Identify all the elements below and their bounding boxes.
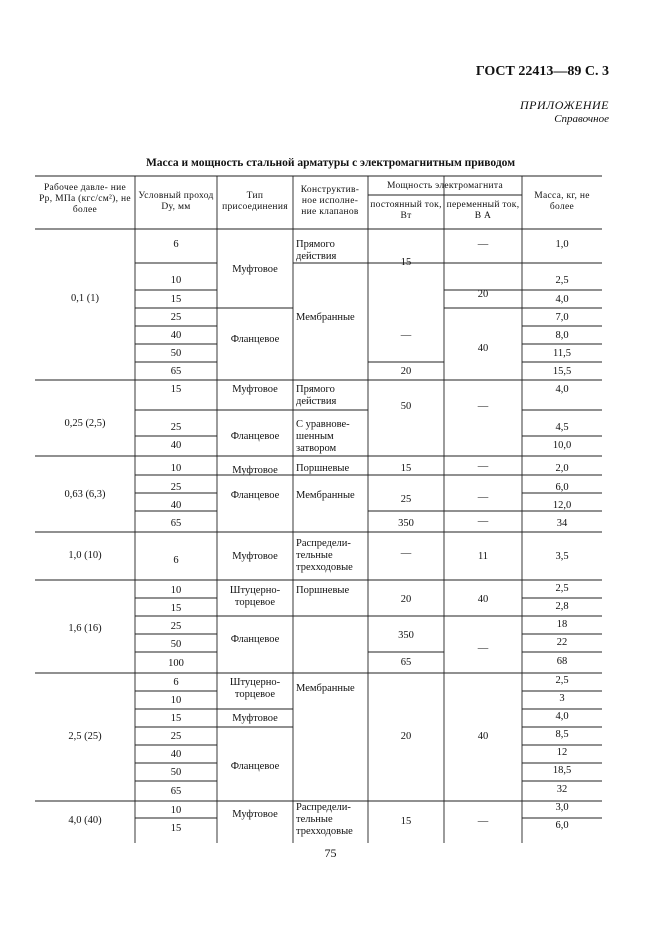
table-cell: — [477, 816, 489, 827]
table-cell: 3 [559, 693, 565, 704]
header-connection: Тип присоединения [222, 191, 288, 212]
table-cell: 4,0 (40) [68, 815, 102, 826]
table-cell: 25 [170, 731, 182, 742]
table-cell: 2,0 [555, 463, 569, 474]
table-cell: 40 [170, 749, 182, 760]
table-cell: 15 [170, 294, 182, 305]
page-header: ГОСТ 22413—89 С. 3 [475, 64, 609, 79]
table-cell: 50 [400, 401, 412, 412]
table-cell: Муфтовое [232, 384, 278, 395]
table-cell: Распредели- тельные трехходовые [296, 538, 353, 573]
table-cell: 2,8 [555, 601, 569, 612]
table-cell: 25 [170, 312, 182, 323]
table-cell: 7,0 [555, 312, 569, 323]
table-cell: Мембранные [296, 312, 355, 323]
table-cell: 12,0 [552, 500, 572, 511]
table-cell: 4,0 [555, 384, 569, 395]
table-cell: 50 [170, 767, 182, 778]
table-cell: 6 [173, 677, 179, 688]
table-cell: Муфтовое [232, 713, 278, 724]
table-cell: 25 [170, 621, 182, 632]
table-cell: 2,5 [555, 275, 569, 286]
table-cell: 10 [170, 275, 182, 286]
table-cell: 40 [477, 731, 489, 742]
table-cell: — [477, 492, 489, 503]
table-cell: 15,5 [552, 366, 572, 377]
table-cell: 11,5 [553, 348, 571, 359]
table-cell: 18 [556, 619, 568, 630]
table-cell: 65 [400, 657, 412, 668]
table-cell: 0,1 (1) [71, 293, 99, 304]
table-cell: 10 [170, 695, 182, 706]
table-cell: 25 [170, 482, 182, 493]
header-design: Конструктив- ное исполне- ние клапанов [300, 185, 360, 217]
table-cell: 15 [170, 384, 182, 395]
table-cell: 25 [170, 422, 182, 433]
table-cell: Мембранные [296, 490, 355, 501]
table-cell: 350 [398, 518, 414, 529]
table-cell: 40 [170, 500, 182, 511]
table-cell: 65 [170, 786, 182, 797]
table-cell: Распредели- тельные трехходовые [296, 802, 353, 837]
table-cell: Муфтовое [232, 809, 278, 820]
table-cell: 50 [170, 639, 182, 650]
table-cell: 15 [400, 463, 412, 474]
table-cell: 34 [556, 518, 568, 529]
header-power: Мощность электромагнита [387, 181, 503, 191]
table-cell: 6 [173, 239, 179, 250]
table-cell: Фланцевое [230, 431, 280, 442]
table-cell: Фланцевое [230, 761, 280, 772]
table-cell: 100 [168, 658, 184, 669]
table-cell: 6 [173, 555, 179, 566]
table-cell: 2,5 [555, 583, 569, 594]
header-dc: постоянный ток, Вт [370, 200, 442, 221]
table-cell: 65 [170, 518, 182, 529]
header-ac: переменный ток, В А [446, 200, 520, 221]
table-cell: 2,5 (25) [68, 731, 102, 742]
table-cell: 10,0 [552, 440, 572, 451]
table-cell: Прямого действия [296, 384, 337, 407]
appendix-note: Справочное [554, 113, 609, 125]
table-cell: 15 [170, 823, 182, 834]
table-cell: 50 [170, 348, 182, 359]
table-cell: Мембранные [296, 683, 355, 694]
table-cell: Поршневые [296, 463, 350, 474]
table-cell: 15 [400, 816, 412, 827]
table-title: Масса и мощность стальной арматуры с электромагнитным приводом [145, 157, 516, 169]
table-cell: 40 [170, 440, 182, 451]
page-number: 75 [324, 846, 337, 860]
table-cell: 20 [400, 594, 412, 605]
table-cell: 10 [170, 463, 182, 474]
table-cell: 20 [400, 731, 412, 742]
table-cell: 8,0 [555, 330, 569, 341]
table-cell: 0,25 (2,5) [64, 418, 106, 429]
header-pressure: Рабочее давле- ние Pр, МПа (кгс/см²), не более [39, 183, 131, 215]
table-cell: Муфтовое [232, 465, 278, 476]
table-cell: 3,5 [555, 551, 569, 562]
table-cell: 2,5 [555, 675, 569, 686]
table-cell: 15 [400, 257, 412, 268]
table-cell: 15 [170, 713, 182, 724]
table-cell: 68 [556, 656, 568, 667]
table-cell: Фланцевое [230, 634, 280, 645]
table-cell: 4,0 [555, 294, 569, 305]
table-cell: 40 [170, 330, 182, 341]
table-cell: 65 [170, 366, 182, 377]
table-cell: Муфтовое [232, 551, 278, 562]
header-mass: Масса, кг, не более [534, 191, 590, 212]
table-cell: 40 [477, 594, 489, 605]
table-cell: Прямого действия [296, 239, 337, 262]
table-cell: 0,63 (6,3) [64, 489, 106, 500]
table-cell: 1,0 [555, 239, 569, 250]
table-cell: 10 [170, 585, 182, 596]
table-cell: 20 [477, 289, 489, 300]
table-cell: — [477, 461, 489, 472]
table-cell: 40 [477, 343, 489, 354]
table-cell: 11 [477, 551, 489, 562]
table-cell: 32 [556, 784, 568, 795]
table-cell: — [477, 516, 489, 527]
table-cell: 350 [398, 630, 414, 641]
table-cell: Фланцевое [230, 334, 280, 345]
table-cell: — [477, 643, 489, 654]
table-cell: С уравнове- шенным затвором [296, 419, 350, 454]
table-cell: 1,6 (16) [68, 623, 102, 634]
table-cell: 4,0 [555, 711, 569, 722]
table-cell: 4,5 [555, 422, 569, 433]
table-cell: — [400, 548, 412, 559]
table-cell: 15 [170, 603, 182, 614]
table-cell: 25 [400, 494, 412, 505]
appendix-title: ПРИЛОЖЕНИЕ [520, 98, 609, 112]
header-bore: Условный проход Dу, мм [138, 191, 214, 212]
table-cell: 18,5 [552, 765, 572, 776]
table-cell: 6,0 [555, 820, 569, 831]
table-cell: 6,0 [555, 482, 569, 493]
table-cell: 12 [556, 747, 568, 758]
table-cell: 8,5 [555, 729, 569, 740]
table-cell: Муфтовое [232, 264, 278, 275]
table-cell: — [477, 401, 489, 412]
table-cell: Поршневые [296, 585, 350, 596]
table-cell: 1,0 (10) [68, 550, 102, 561]
table-cell: Штуцерно- торцевое [229, 677, 281, 700]
table-cell: — [477, 239, 489, 250]
table-cell: 10 [170, 805, 182, 816]
table-cell: — [400, 330, 412, 341]
table-cell: 20 [400, 366, 412, 377]
table-cell: Штуцерно- торцевое [229, 585, 281, 608]
table-cell: Фланцевое [230, 490, 280, 501]
table-cell: 3,0 [555, 802, 569, 813]
table-cell: 22 [556, 637, 568, 648]
